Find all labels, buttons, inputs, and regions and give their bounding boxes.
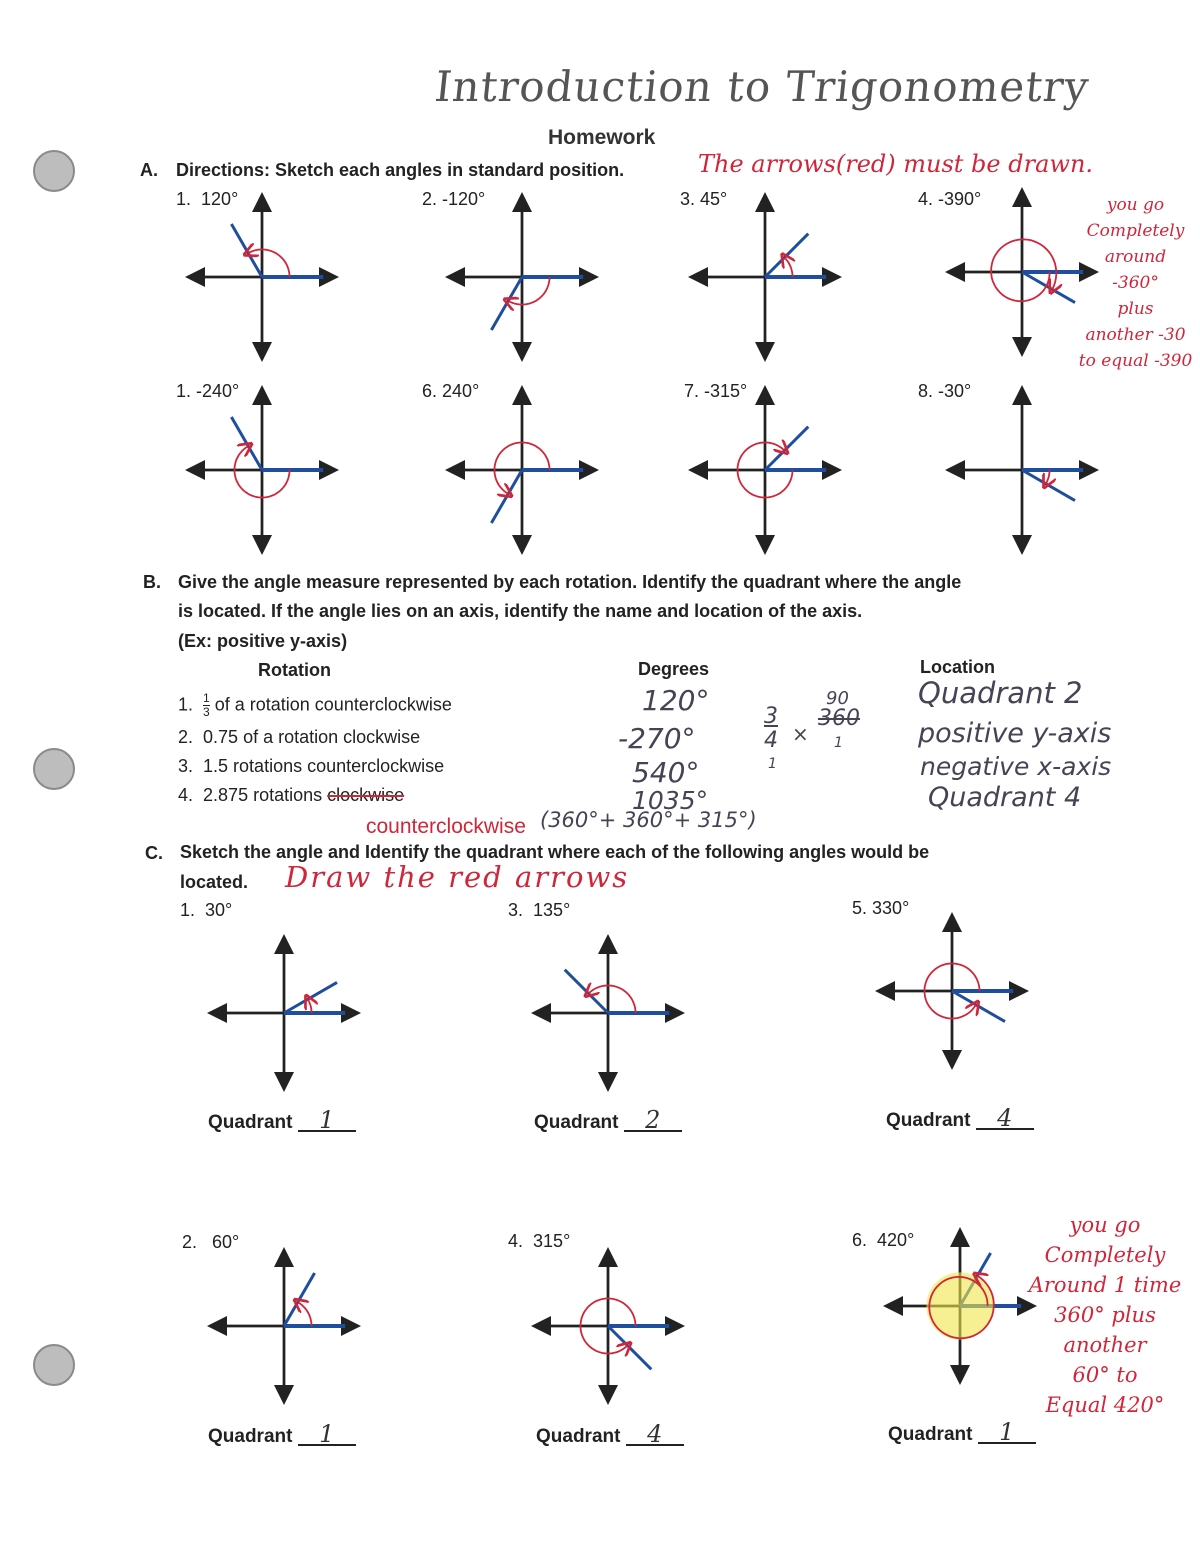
problem-label: 3. 45° (680, 189, 728, 209)
problem-label: 4. 315° (508, 1231, 571, 1251)
answer-degrees: -270° (618, 722, 696, 755)
terminal-side (765, 427, 808, 470)
side-note-line: 360° plus (1054, 1303, 1156, 1327)
work-sum: (360°+ 360°+ 315°) (540, 808, 757, 832)
section-c-note: Draw the red arrows (285, 860, 630, 894)
binder-hole-bottom (33, 1344, 75, 1386)
answer-location: Quadrant 4 (928, 782, 1082, 813)
angle-sketch-c4 (202, 1242, 366, 1410)
angle-sketch-c6 (878, 1222, 1042, 1390)
side-note-line: Completely (1086, 221, 1185, 241)
problem-label: 2. 60° (182, 1232, 240, 1252)
rotation-arrow (785, 258, 793, 278)
answer-location: Quadrant 2 (918, 676, 1083, 710)
side-note-line: -360° (1112, 273, 1159, 293)
side-note-line: you go (1106, 195, 1165, 215)
angle-sketch-a7 (683, 380, 847, 560)
quadrant-answer: Quadrant 1 (208, 1424, 356, 1448)
angle-sketch-a5 (180, 380, 344, 560)
section-a-directions: Directions: Sketch each angles in standard position. (176, 160, 625, 180)
quadrant-answer: Quadrant 2 (534, 1110, 682, 1134)
section-a-letter: A. (140, 160, 158, 180)
binder-hole-middle (33, 748, 75, 790)
rotation-arrow (308, 999, 312, 1013)
quadrant-value: 1 (298, 1110, 356, 1132)
work-360: 360 (818, 706, 860, 731)
work-90: 90 (826, 688, 849, 709)
quadrant-value: 2 (624, 1110, 682, 1132)
section-c-directions: located. (180, 872, 249, 892)
work-times: × (792, 722, 809, 746)
terminal-side (608, 1326, 651, 1369)
problem-label: 2. -120° (422, 189, 486, 209)
quadrant-answer: Quadrant 4 (886, 1108, 1034, 1132)
section-b-letter: B. (143, 572, 161, 592)
problem-label: 1. 120° (176, 189, 239, 209)
angle-sketch-a1 (180, 187, 344, 367)
section-a-note: The arrows(red) must be drawn. (698, 150, 1094, 178)
binder-hole-top (33, 150, 75, 192)
answer-location: positive y-axis (918, 718, 1112, 749)
answer-degrees: 540° (632, 756, 700, 789)
side-note-line: 60° to (1072, 1363, 1138, 1387)
answer-degrees: 120° (642, 684, 710, 717)
answer-degrees: 1035° (632, 786, 709, 815)
section-c-side-note (1015, 1210, 1195, 1420)
angle-sketch-c5 (526, 1242, 690, 1410)
rotation-arrow (1046, 470, 1050, 484)
section-b-directions: is located. If the angle lies on an axis, identify the name and location of the axis. (178, 601, 863, 621)
column-header-degrees: Degrees (638, 659, 710, 679)
problem-label: 1. -240° (176, 381, 240, 401)
quadrant-value: 1 (978, 1422, 1036, 1444)
quadrant-answer: Quadrant 1 (888, 1422, 1036, 1446)
problem-label: 1. 30° (180, 900, 233, 920)
work-fraction-den: 4 (764, 728, 778, 753)
side-note-line: another (1063, 1333, 1147, 1357)
problem-label: 6. 420° (852, 1230, 915, 1250)
side-note-line: plus (1117, 299, 1154, 319)
problem-label: 7. -315° (684, 381, 748, 401)
problem-label: 3. 135° (508, 900, 571, 920)
quadrant-answer: Quadrant 4 (536, 1424, 684, 1448)
correction-text: counterclockwise (366, 815, 526, 838)
angle-sketch-c2 (526, 929, 690, 1097)
page-subtitle: Homework (548, 126, 656, 149)
terminal-side (565, 970, 608, 1013)
rotation-row: 4. 2.875 rotations clockwise (178, 785, 405, 805)
quadrant-value: 4 (976, 1108, 1034, 1130)
quadrant-value: 4 (626, 1424, 684, 1446)
problem-label: 6. 240° (422, 381, 480, 401)
angle-sketch-c3 (870, 907, 1034, 1075)
page-title: Introduction to Trigonometry (432, 62, 1092, 111)
fraction: $\frac{1}{3}$ (203, 691, 210, 719)
side-note-line: another -30 (1085, 325, 1186, 345)
section-b-example: (Ex: positive y-axis) (178, 631, 348, 651)
angle-sketch-a6 (440, 380, 604, 560)
answer-location: negative x-axis (920, 752, 1112, 781)
angle-sketch-a4 (940, 182, 1104, 362)
quadrant-answer: Quadrant 1 (208, 1110, 356, 1134)
angle-sketch-a3 (683, 187, 847, 367)
column-header-location: Location (920, 657, 995, 677)
rotation-row: 2. 0.75 of a rotation clockwise (178, 727, 421, 747)
rotation-row: 3. 1.5 rotations counterclockwise (178, 756, 445, 776)
side-note-line: to equal -390 (1078, 351, 1193, 371)
work-fraction-num: 3 (764, 704, 778, 729)
quadrant-value: 1 (298, 1424, 356, 1446)
angle-sketch-c1 (202, 929, 366, 1097)
side-note-line: you go Completely (1044, 1213, 1166, 1267)
struck-word: clockwise (327, 785, 405, 805)
rotation-arrow (298, 1302, 312, 1326)
section-b-directions: Give the angle measure represented by each rotation. Identify the quadrant where the angle (178, 572, 962, 592)
section-c-letter: C. (145, 843, 163, 863)
work-one: 1 (768, 756, 777, 772)
side-note-line: Equal 420° (1045, 1393, 1165, 1417)
problem-label: 8. -30° (918, 381, 972, 401)
column-header-rotation: Rotation (258, 660, 331, 680)
problem-label: 4. -390° (918, 189, 982, 209)
rotation-row: 1. $\frac{1}{3}$ of a rotation counterclockwise (178, 691, 452, 719)
side-note-line: around (1104, 247, 1167, 267)
section-c-directions: Sketch the angle and Identify the quadrant where each of the following angles would be (180, 842, 930, 862)
problem-label: 5. 330° (852, 898, 910, 918)
angle-sketch-a8 (940, 380, 1104, 560)
work-one: 1 (834, 735, 843, 751)
side-note-line: Around 1 time (1028, 1273, 1182, 1297)
angle-sketch-a2 (440, 187, 604, 367)
terminal-side (765, 234, 808, 277)
